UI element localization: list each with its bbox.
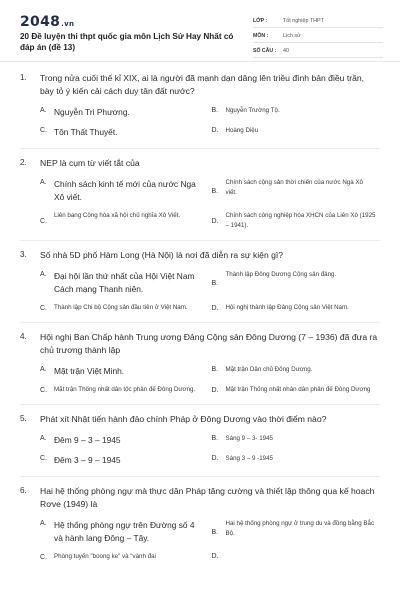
option-text: Nguyễn Trường Tộ. bbox=[225, 107, 280, 114]
question-number: 2. bbox=[20, 158, 27, 167]
answer-option[interactable] bbox=[212, 178, 381, 204]
question-text: Phát xít Nhật tiến hành đảo chính Pháp ở Đông Dương vào thời điểm nào? bbox=[40, 414, 327, 424]
answer-options bbox=[20, 365, 380, 395]
question-list bbox=[0, 72, 400, 569]
question-text: Hội nghị Ban Chấp hành Trung ương Đảng Cộng sản Đông Dương (7 – 1936) đã đưa ra chủ trương thành lập bbox=[40, 332, 378, 355]
option-key: D. bbox=[211, 455, 219, 462]
option-key: D. bbox=[211, 304, 219, 312]
question-item bbox=[0, 157, 400, 241]
answer-option[interactable] bbox=[40, 454, 209, 467]
option-key: A. bbox=[40, 366, 47, 373]
answer-option[interactable] bbox=[212, 552, 381, 562]
answer-option[interactable] bbox=[212, 106, 381, 119]
option-key: D. bbox=[211, 553, 219, 560]
option-text: Thành lập Chi bộ Cộng sản đầu tiên ở Việt Nam. bbox=[54, 304, 188, 311]
answer-option[interactable] bbox=[212, 211, 381, 231]
option-key: C. bbox=[40, 217, 47, 225]
answer-options bbox=[20, 106, 380, 139]
option-text: Mặt trận Thống nhất nhân dân phản đế Đông Dương bbox=[225, 386, 371, 393]
option-key: C. bbox=[40, 455, 47, 462]
option-key: B. bbox=[211, 187, 219, 195]
option-key: B. bbox=[211, 435, 219, 442]
answer-option[interactable] bbox=[40, 211, 209, 231]
answer-option[interactable] bbox=[40, 365, 209, 378]
question-text: NEP là cụm từ viết tắt của bbox=[40, 158, 140, 168]
option-text: Hệ thống phòng ngự trên Đường số 4 và hành lang Đông – Tây. bbox=[54, 520, 195, 543]
meta-value: Tốt nghiệp THPT bbox=[283, 17, 324, 24]
option-row bbox=[40, 106, 380, 119]
answer-option[interactable] bbox=[40, 178, 209, 204]
document-title: 20 Đề luyện thi thpt quốc gia môn Lịch Sử Hay Nhất có đáp án (đề 13) bbox=[20, 32, 234, 52]
option-row bbox=[40, 519, 380, 545]
question-line bbox=[20, 485, 380, 511]
meta-row-class bbox=[253, 14, 383, 28]
question-number: 6. bbox=[20, 486, 27, 495]
question-text: Số nhà 5D phố Hàm Long (Hà Nội) là nơi đã diễn ra sự kiện gì? bbox=[40, 250, 284, 260]
option-key: B. bbox=[211, 366, 219, 373]
meta-row-count bbox=[253, 44, 383, 58]
question-divider bbox=[20, 240, 380, 241]
page-header bbox=[0, 0, 400, 62]
question-line bbox=[20, 413, 380, 426]
question-number: 5. bbox=[20, 414, 27, 423]
question-item bbox=[0, 485, 400, 562]
option-key: D. bbox=[211, 217, 219, 225]
question-divider bbox=[20, 476, 380, 477]
answer-option[interactable] bbox=[40, 106, 209, 119]
option-text: Phòng tuyến "boong ke" và "vành đai bbox=[54, 553, 156, 560]
option-text: Mặt trận Việt Minh. bbox=[54, 366, 125, 376]
option-text: Thành lập Đông Dương Cộng sản đảng. bbox=[225, 271, 337, 278]
answer-option[interactable] bbox=[212, 385, 381, 395]
question-item bbox=[0, 249, 400, 323]
option-text: Sáng 9 – 3- 1945 bbox=[225, 435, 273, 442]
question-text: Hai hệ thống phòng ngự mà thực dân Pháp tăng cường và thiết lập thông qua kế hoạch Rơve (1949) là bbox=[40, 486, 375, 509]
answer-option[interactable] bbox=[40, 552, 209, 562]
question-item bbox=[0, 72, 400, 149]
option-key: B. bbox=[211, 279, 219, 287]
option-text: Đêm 9 – 3 – 1945 bbox=[54, 435, 121, 445]
option-text: Hội nghị thành lập Đảng Cộng sản Việt Nam. bbox=[225, 304, 349, 311]
option-text: Sáng 3 – 9 -1945 bbox=[225, 455, 273, 462]
site-logo[interactable] bbox=[20, 14, 74, 30]
option-text: Mặt trận Thống nhất dân tộc phản đế Đông Dương. bbox=[54, 386, 196, 393]
option-key: A. bbox=[40, 435, 47, 442]
option-key: A. bbox=[40, 107, 47, 114]
answer-option[interactable] bbox=[40, 385, 209, 395]
question-line bbox=[20, 331, 380, 357]
option-key: C. bbox=[40, 553, 47, 561]
option-key: B. bbox=[211, 528, 219, 536]
question-divider bbox=[20, 404, 380, 405]
option-text: Chính sách công nghiệp hóa XHCN của Liên Xô (1925 – 1941). bbox=[225, 212, 376, 229]
option-text: Đại hội lần thứ nhất của Hội Việt Nam Cách mạng Thanh niên. bbox=[54, 271, 195, 294]
option-text: Tôn Thất Thuyết. bbox=[54, 127, 118, 137]
answer-option[interactable] bbox=[212, 365, 381, 378]
answer-option[interactable] bbox=[40, 434, 209, 447]
question-number: 1. bbox=[20, 73, 27, 82]
option-key: A. bbox=[40, 520, 47, 527]
answer-option[interactable] bbox=[212, 270, 381, 296]
option-text: Nguyễn Tri Phương. bbox=[54, 107, 130, 117]
option-row bbox=[40, 126, 380, 139]
option-text: Đêm 3 – 9 – 1945 bbox=[54, 455, 121, 465]
option-key: A. bbox=[40, 179, 47, 186]
question-line bbox=[20, 249, 380, 262]
option-text: Mặt trận Dân chủ Đông Dương. bbox=[225, 366, 313, 373]
option-row bbox=[40, 211, 380, 231]
answer-option[interactable] bbox=[40, 270, 209, 296]
option-text: Chính sách kinh tế mới của nước Nga Xô viết. bbox=[54, 179, 196, 202]
meta-row-subject bbox=[253, 29, 383, 43]
option-text: Hoàng Diệu bbox=[225, 127, 259, 134]
answer-option[interactable] bbox=[40, 303, 209, 313]
option-key: A. bbox=[40, 271, 47, 278]
answer-option[interactable] bbox=[212, 519, 381, 545]
option-row bbox=[40, 454, 380, 467]
option-row bbox=[40, 385, 380, 395]
answer-option[interactable] bbox=[212, 303, 381, 313]
option-text: Liên bang Cộng hòa xã hội chủ nghĩa Xô Viết. bbox=[54, 212, 181, 219]
meta-value: Lịch sử bbox=[283, 32, 301, 39]
answer-option[interactable] bbox=[212, 454, 381, 467]
question-item bbox=[0, 413, 400, 477]
logo-text: 2048 bbox=[20, 14, 61, 30]
meta-label: MÔN : bbox=[253, 32, 269, 39]
option-row bbox=[40, 434, 380, 447]
meta-label: LỚP : bbox=[253, 17, 268, 24]
option-row bbox=[40, 303, 380, 313]
option-text: Chính sách cộng sản thời chiến của nước Nga Xô viết. bbox=[225, 179, 363, 196]
answer-option[interactable] bbox=[212, 126, 381, 139]
meta-value: 40 bbox=[283, 47, 289, 54]
question-line bbox=[20, 72, 380, 98]
option-key: D. bbox=[211, 386, 219, 394]
option-key: C. bbox=[40, 386, 47, 394]
option-row bbox=[40, 552, 380, 562]
question-text: Trong nửa cuối thế kỉ XIX, ai là người đã mạnh dạn dâng lên triều đình bản điều trần, bày tỏ ý kiến cải cách duy tân đất nước? bbox=[40, 73, 365, 96]
answer-option[interactable] bbox=[40, 126, 209, 139]
option-key: B. bbox=[211, 107, 219, 114]
option-row bbox=[40, 365, 380, 378]
question-number: 3. bbox=[20, 250, 27, 259]
answer-options bbox=[20, 519, 380, 562]
option-key: C. bbox=[40, 127, 47, 134]
question-divider bbox=[20, 148, 380, 149]
answer-options bbox=[20, 270, 380, 313]
question-divider bbox=[20, 322, 380, 323]
question-number: 4. bbox=[20, 332, 27, 341]
answer-options bbox=[20, 434, 380, 467]
question-line bbox=[20, 157, 380, 170]
meta-label: SỐ CÂU : bbox=[253, 47, 277, 54]
answer-option[interactable] bbox=[212, 434, 381, 447]
logo-suffix: .vn bbox=[61, 20, 75, 28]
option-text: Hai hệ thống phòng ngự ở trung du và đồng bằng Bắc Bộ. bbox=[225, 520, 375, 537]
question-item bbox=[0, 331, 400, 405]
option-key: D. bbox=[211, 127, 219, 134]
answer-option[interactable] bbox=[40, 519, 209, 545]
exam-meta bbox=[253, 14, 383, 59]
answer-options bbox=[20, 178, 380, 231]
option-key: C. bbox=[40, 304, 47, 312]
option-row bbox=[40, 178, 380, 204]
option-row bbox=[40, 270, 380, 296]
